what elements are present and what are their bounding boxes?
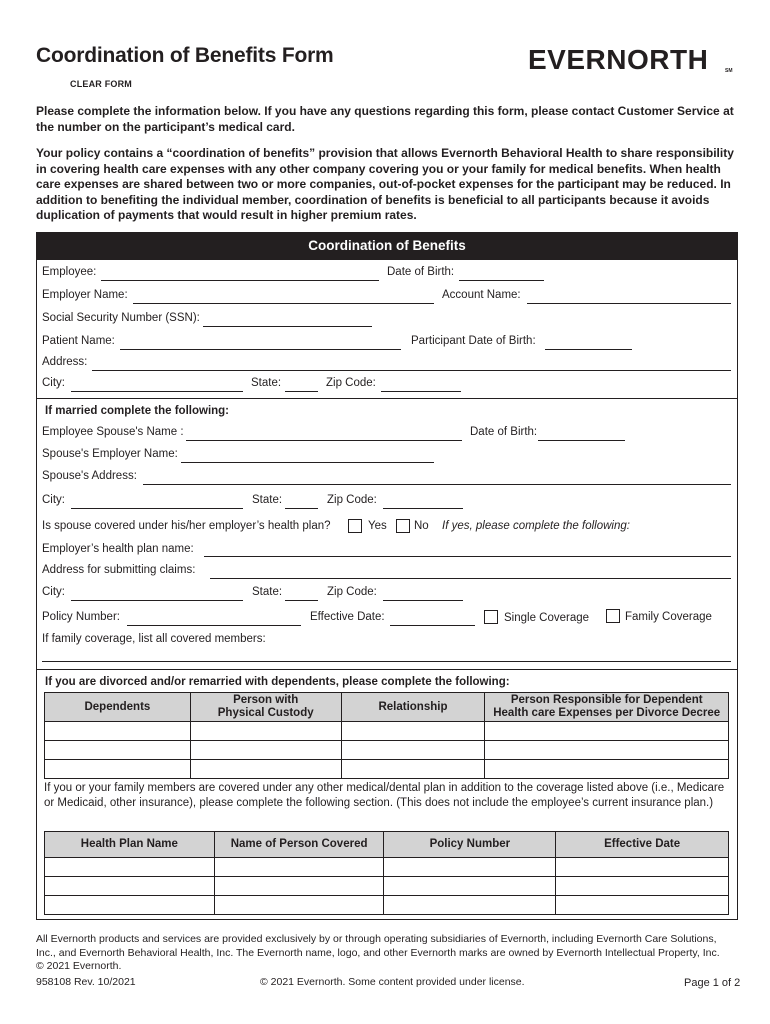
spouse-city-label: City: — [42, 494, 65, 506]
table-cell[interactable] — [485, 741, 729, 760]
policy-number-label: Policy Number: — [42, 611, 120, 623]
person-covered-header: Name of Person Covered — [214, 832, 384, 858]
custody-header-line2: Physical Custody — [217, 707, 314, 719]
health-plan-header: Health Plan Name — [45, 832, 215, 858]
plan-name-field[interactable] — [204, 556, 731, 557]
other-coverage-text: If you or your family members are covered under any other medical/dental plan in addition to the coverage listed above (i.e., Medicare or Medicaid, other insurance), please complete the following section. (This does not include the employee’s current insurance plan.) — [44, 782, 725, 809]
table-row — [45, 741, 729, 760]
custody-header-line1: Person with — [233, 694, 299, 706]
no-checkbox[interactable] — [396, 519, 410, 533]
employee-field[interactable] — [101, 280, 379, 281]
table-cell[interactable] — [45, 741, 191, 760]
page-title: Coordination of Benefits Form — [36, 44, 334, 67]
effective-date-header: Effective Date — [556, 832, 729, 858]
spouse-state-label: State: — [252, 494, 283, 506]
policy-number-header: Policy Number — [384, 832, 556, 858]
claims-zip-label: Zip Code: — [327, 586, 377, 598]
participant-dob-label: Participant Date of Birth: — [411, 335, 536, 347]
claims-zip-field[interactable] — [383, 600, 463, 601]
intro-paragraph-2: Your policy contains a “coordination of benefits” provision that allows Evernorth Behavioral Health to share responsibility in covering health care expenses with any other company covering you or your family for medical benefits. When health care expenses are shared between two or more companies, out-of-pocket expenses for the participant may be reduced. In addition to benefiting the individual member, coordination of benefits is beneficial to all participants because it avoids duplication of payments that would result in higher premium rates. — [36, 146, 734, 222]
employer-name-field[interactable] — [133, 303, 434, 304]
claims-state-label: State: — [252, 586, 283, 598]
table-row — [45, 877, 729, 896]
table-cell[interactable] — [190, 722, 341, 741]
responsible-header-line1: Person Responsible for Dependent — [510, 694, 703, 706]
table-cell[interactable] — [341, 722, 485, 741]
responsible-header-line2: Health care Expenses per Divorce Decree — [493, 707, 721, 719]
spouse-zip-label: Zip Code: — [327, 494, 377, 506]
spouse-dob-field[interactable] — [538, 440, 625, 441]
family-list-label: If family coverage, list all covered members: — [42, 633, 266, 645]
table-row — [45, 858, 729, 877]
spouse-dob-label: Date of Birth: — [470, 426, 538, 438]
spouse-address-label: Spouse's Address: — [42, 470, 137, 482]
table-cell[interactable] — [45, 877, 215, 896]
spouse-employer-label: Spouse's Employer Name: — [42, 448, 178, 460]
single-coverage-checkbox[interactable] — [484, 610, 498, 624]
table-cell[interactable] — [190, 741, 341, 760]
family-coverage-label: Family Coverage — [625, 611, 712, 623]
if-yes-note: If yes, please complete the following: — [442, 520, 630, 532]
table-cell[interactable] — [45, 722, 191, 741]
divorced-heading: If you are divorced and/or remarried with dependents, please complete the following: — [45, 676, 510, 688]
table-cell[interactable] — [556, 877, 729, 896]
table-cell[interactable] — [485, 760, 729, 779]
dob-label: Date of Birth: — [387, 266, 455, 278]
table-row — [45, 722, 729, 741]
account-name-label: Account Name: — [442, 289, 521, 301]
spouse-city-field[interactable] — [71, 508, 243, 509]
yes-label: Yes — [368, 520, 387, 532]
page-number: Page 1 of 2 — [684, 977, 741, 989]
table-cell[interactable] — [384, 858, 556, 877]
claims-address-field[interactable] — [210, 578, 731, 579]
single-coverage-label: Single Coverage — [504, 612, 590, 624]
table-cell[interactable] — [384, 896, 556, 915]
spouse-name-field[interactable] — [186, 440, 462, 441]
clear-form-button[interactable]: CLEAR FORM — [70, 79, 132, 89]
spouse-employer-field[interactable] — [181, 462, 434, 463]
spouse-name-label: Employee Spouse's Name : — [42, 426, 184, 438]
table-row — [45, 760, 729, 779]
logo-service-mark: SM — [725, 68, 733, 74]
plan-name-label: Employer’s health plan name: — [42, 543, 194, 555]
spouse-address-field[interactable] — [143, 484, 731, 485]
ssn-label: Social Security Number (SSN): — [42, 312, 200, 324]
table-cell[interactable] — [214, 896, 384, 915]
account-name-field[interactable] — [527, 303, 731, 304]
relationship-header: Relationship — [341, 693, 485, 722]
table-row — [45, 896, 729, 915]
employee-label: Employee: — [42, 266, 97, 278]
evernorth-logo — [528, 44, 708, 76]
table-cell[interactable] — [341, 760, 485, 779]
patient-name-label: Patient Name: — [42, 335, 115, 347]
employer-name-label: Employer Name: — [42, 289, 128, 301]
state-label: State: — [251, 377, 282, 389]
divider — [37, 398, 737, 399]
table-cell[interactable] — [45, 858, 215, 877]
spouse-state-field[interactable] — [285, 508, 318, 509]
no-label: No — [414, 520, 429, 532]
divider — [37, 669, 737, 670]
table-cell[interactable] — [341, 741, 485, 760]
effective-date-label: Effective Date: — [310, 611, 385, 623]
ssn-field[interactable] — [203, 326, 372, 327]
intro-paragraph-1: Please complete the information below. If you have any questions regarding this form, please contact Customer Service at the number on the participant’s medical card. — [36, 104, 734, 134]
address-field[interactable] — [92, 370, 731, 371]
table-cell[interactable] — [485, 722, 729, 741]
address-label: Address: — [42, 356, 88, 368]
table-cell[interactable] — [190, 760, 341, 779]
logo-text: EVERNORTH — [528, 44, 709, 75]
claims-city-label: City: — [42, 586, 65, 598]
participant-dob-field[interactable] — [545, 349, 632, 350]
custody-header — [190, 693, 341, 722]
effective-date-field[interactable] — [390, 625, 475, 626]
state-field[interactable] — [285, 391, 318, 392]
license-text: © 2021 Evernorth. Some content provided under license. — [260, 976, 525, 988]
patient-name-field[interactable] — [120, 349, 401, 350]
family-coverage-checkbox[interactable] — [606, 609, 620, 623]
claims-address-label: Address for submitting claims: — [42, 564, 196, 576]
claims-city-field[interactable] — [71, 600, 243, 601]
table-cell[interactable] — [384, 877, 556, 896]
married-heading: If married complete the following: — [45, 405, 230, 417]
disclaimer-text: All Evernorth products and services are provided exclusively by or through operating subsidiaries of Evernorth, including Evernorth Care Solutions, Inc., and Evernorth Behavioral Health, Inc. The Evernorth name, logo, and other Evernorth marks are owned by Evernorth Intellectual Property, Inc. — [36, 933, 720, 959]
spouse-covered-question: Is spouse covered under his/her employer’s health plan? — [42, 520, 331, 532]
footer-disclaimer — [36, 933, 738, 974]
other-coverage-table — [44, 831, 729, 915]
dependents-header: Dependents — [45, 693, 191, 722]
table-cell[interactable] — [214, 877, 384, 896]
city-field[interactable] — [71, 391, 243, 392]
dependents-table — [44, 692, 729, 779]
claims-state-field[interactable] — [285, 600, 318, 601]
section-heading: Coordination of Benefits — [36, 232, 738, 260]
table-cell[interactable] — [45, 760, 191, 779]
responsible-header — [485, 693, 729, 722]
table-cell[interactable] — [45, 896, 215, 915]
city-label: City: — [42, 377, 65, 389]
zip-label: Zip Code: — [326, 377, 376, 389]
family-members-field[interactable] — [42, 661, 731, 662]
dob-field[interactable] — [459, 280, 544, 281]
table-cell[interactable] — [556, 858, 729, 877]
form-id: 958108 Rev. 10/2021 — [36, 976, 136, 988]
table-cell[interactable] — [214, 858, 384, 877]
copyright-text: © 2021 Evernorth. — [36, 960, 122, 972]
table-cell[interactable] — [556, 896, 729, 915]
spouse-zip-field[interactable] — [383, 508, 463, 509]
zip-field[interactable] — [381, 391, 461, 392]
yes-checkbox[interactable] — [348, 519, 362, 533]
policy-number-field[interactable] — [127, 625, 301, 626]
